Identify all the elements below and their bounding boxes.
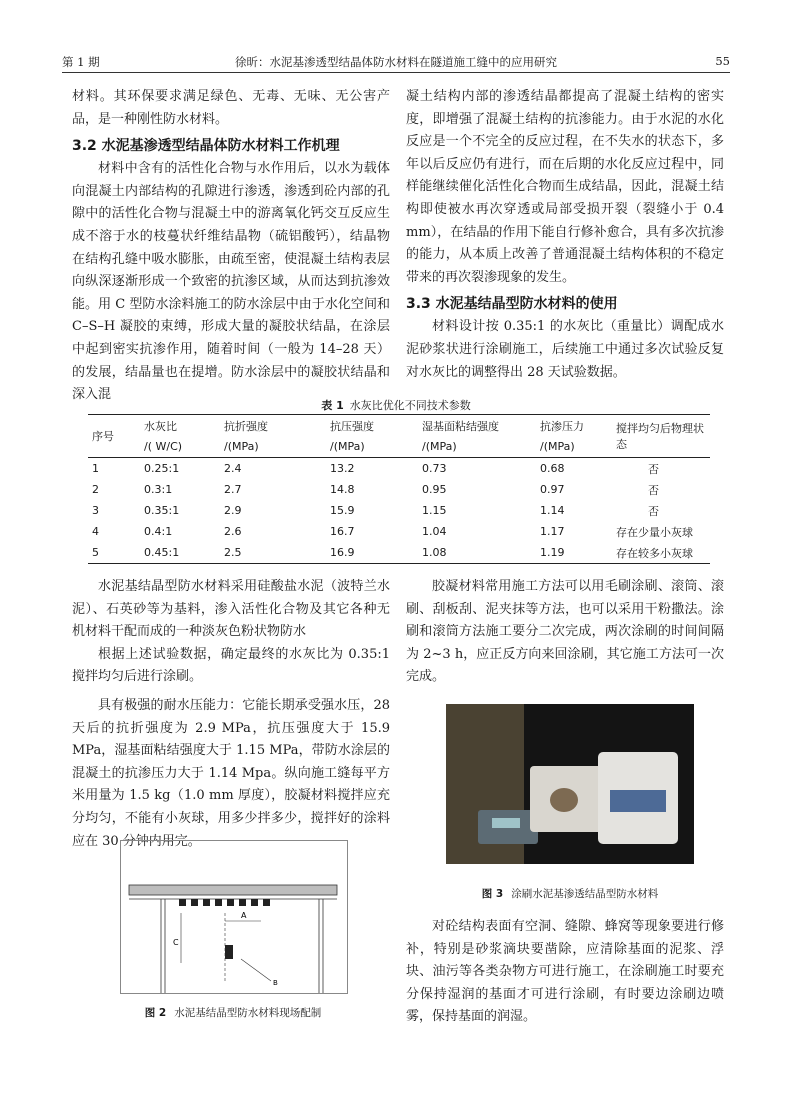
cell: 1.17 [540, 525, 565, 538]
column-header: 序号 [88, 415, 140, 458]
table-label: 表 1 [321, 399, 344, 412]
center-block [225, 945, 233, 959]
figure-3-label: 图 3 [481, 888, 504, 900]
cell: 2.6 [224, 525, 242, 538]
cell: 0.73 [422, 462, 447, 475]
table-row [88, 479, 710, 500]
cell: 5 [88, 542, 140, 564]
table-row [88, 521, 710, 542]
cell: 0.4:1 [144, 525, 173, 538]
cell: 2.4 [224, 462, 242, 475]
figure-2-label: 图 2 [144, 1007, 167, 1019]
cell: 2.9 [224, 504, 242, 517]
table-caption [0, 397, 792, 413]
running-title: 徐昕：水泥基渗透型结晶体防水材料在隧道施工缝中的应用研究 [235, 55, 557, 69]
column-unit: /(MPa) [418, 436, 536, 458]
paragraph: 具有极强的耐水压能力：它能长期承受强水压，28 天后的抗折强度为 2.9 MPa，抗压强度大于 15.9 MPa，湿基面粘结强度大于 1.15 MPa，带防水涂层的混凝土的抗渗压力大于 1.14 Mpa。纵向施工缝每平方米用量为 1.5 kg（1.0 mm 厚度），胶凝材料搅拌应充分均匀，不能有小灰球，用多少拌多少，搅拌好的涂料应在 30 分钟内用完。 [72, 697, 390, 849]
section-heading-3-2: 3.2 水泥基渗透型结晶体防水材料工作机理 [72, 138, 340, 155]
paragraph: 对砼结构表面有空洞、缝隙、蜂窝等现象要进行修补，特别是砂浆滴块要凿除，应清除基面的泥浆、浮块、油污等各类杂物方可进行施工，在涂刷施工时要充分保持湿润的基面才可进行涂刷，有时要边涂刷边喷雾，保持基面的润湿。 [406, 919, 724, 1025]
column-header: 搅拌均匀后物理状态 [612, 415, 710, 458]
bucket-label [550, 788, 578, 812]
cell: 存在少量小灰球 [616, 525, 693, 539]
cell: 0.35:1 [144, 504, 180, 517]
column-unit: /(MPa) [326, 436, 418, 458]
cell: 否 [648, 504, 659, 518]
figure-2-caption [88, 1005, 378, 1020]
cell: 2.7 [224, 483, 242, 496]
waterproof-blocks [179, 899, 270, 906]
cell: 16.9 [326, 542, 418, 564]
cell: 1.04 [422, 525, 447, 538]
issue-number: 第 1 期 [62, 55, 100, 69]
column-header: 湿基面粘结强度 [418, 415, 536, 437]
cell: 否 [648, 462, 659, 476]
cell: 1.14 [540, 504, 565, 517]
left-column-bottom [72, 576, 390, 853]
column-unit: /(MPa) [536, 436, 612, 458]
column-header: 抗压强度 [326, 415, 418, 437]
column-unit: /(MPa) [220, 436, 326, 458]
table-row [88, 500, 710, 521]
column-header: 抗渗压力 [536, 415, 612, 437]
data-table [88, 414, 710, 564]
figure-2-drawing [120, 840, 348, 994]
dim-label-c: C [173, 938, 179, 947]
leader-line [241, 959, 271, 981]
cell: 0.25:1 [144, 462, 180, 475]
table-row [88, 542, 710, 564]
cell: 4 [92, 525, 99, 538]
cell: 15.9 [330, 504, 355, 517]
paragraph: 水泥基结晶型防水材料采用硅酸盐水泥（波特兰水泥）、石英砂等为基料，渗入活性化合物及其它各种无机材料干配而成的一种淡灰色粉状物防水 [72, 579, 390, 640]
cell: 16.7 [330, 525, 355, 538]
paragraph: 材料中含有的活性化合物与水作用后，以水为载体向混凝土内部结构的孔隙进行渗透，渗透到砼内部的孔隙中的活性化合物与混凝土中的游离氧化钙交互反应生成不溶于水的枝蔓状纤维结晶物（硫铝酸钙），结晶物在结构孔缝中吸水膨胀，由疏至密，使混凝土结构表层向纵深逐渐形成一个致密的抗渗区域，从而达到抗渗效能。用 C 型防水涂料施工的防水涂层中由于水化空间和 C–S–H 凝胶的束缚，形成大量的凝胶状结晶，在涂层中起到密实抗渗作用，随着时间（一般为 14–28 天）的发展，结晶量也在提增。防水涂层中的凝胶状结晶和深入混 [72, 161, 390, 403]
cell: 2.5 [220, 542, 326, 564]
left-column-top [72, 86, 390, 407]
cell: 13.2 [330, 462, 355, 475]
cell: 1.15 [422, 504, 447, 517]
figure-3-caption-text: 涂刷水泥基渗透结晶型防水材料 [511, 888, 659, 900]
paragraph: 材料设计按 0.35:1 的水灰比（重量比）调配成水泥砂浆状进行涂刷施工，后续施工中通过多次试验反复对水灰比的调整得出 28 天试验数据。 [406, 319, 724, 380]
cell: 2 [92, 483, 99, 496]
table-caption-text: 水灰比优化不同技术参数 [349, 399, 471, 412]
construction-joint-diagram [121, 841, 347, 993]
cell: 1.19 [536, 542, 612, 564]
figure-3-caption [436, 886, 704, 901]
page-number: 55 [715, 54, 730, 68]
column-header: 抗折强度 [220, 415, 326, 437]
cell: 0.95 [422, 483, 447, 496]
table-row [88, 458, 710, 480]
cell: 3 [92, 504, 99, 517]
paragraph: 胶凝材料常用施工方法可以用毛刷涂刷、滚筒、滚刷、刮板刮、泥夹抹等方法，也可以采用干粉撒法。涂刷和滚筒方法施工要分二次完成，两次涂刷的时间间隔为 2~3 h，应正反方向来回涂刷，其它施工方法可一次完成。 [406, 579, 724, 685]
section-heading-3-3: 3.3 水泥基结晶型防水材料的使用 [406, 296, 618, 313]
cell: 存在较多小灰球 [612, 542, 710, 564]
slab-layer [129, 885, 337, 895]
cell: 0.97 [540, 483, 565, 496]
figure-2-caption-text: 水泥基结晶型防水材料现场配制 [174, 1007, 322, 1019]
cell: 1.08 [418, 542, 536, 564]
dim-label-a: A [241, 911, 247, 920]
right-column-bottom [406, 576, 724, 689]
cell: 否 [648, 483, 659, 497]
cell: 0.3:1 [144, 483, 173, 496]
cell: 0.45:1 [140, 542, 220, 564]
cell: 0.68 [540, 462, 565, 475]
bucket-large-label [610, 790, 666, 812]
dim-label-b: B [273, 979, 278, 987]
right-column-end [406, 916, 724, 1029]
running-header [62, 52, 730, 73]
paragraph: 材料。其环保要求满足绿色、无毒、无味、无公害产品，是一种刚性防水材料。 [72, 89, 390, 127]
right-column-top [406, 86, 724, 384]
cell: 14.8 [330, 483, 355, 496]
cell: 1 [92, 462, 99, 475]
scale-display [492, 818, 520, 828]
paragraph: 凝土结构内部的渗透结晶都提高了混凝土结构的密实度，即增强了混凝土结构的抗渗能力。由于水泥的水化反应是一个不完全的反应过程，在不失水的状态下，多年以后反应仍有进行，而在后期的水化反应过程中，同样能继续催化活性化合物而生成结晶，因此，混凝土结构即使被水再次穿透或局部受损开裂（裂缝小于 0.4 mm），在结晶的作用下能自行修补愈合，具有多次抗渗的能力，从本质上改善了普通混凝土结构体积的不稳定带来的再次裂渗现象的发生。 [406, 89, 724, 285]
column-header: 水灰比 [140, 415, 220, 437]
paragraph: 根据上述试验数据，确定最终的水灰比为 0.35:1 搅拌均匀后进行涂刷。 [72, 646, 390, 685]
figure-3-photo [446, 704, 694, 864]
column-unit: /( W/C) [140, 436, 220, 458]
